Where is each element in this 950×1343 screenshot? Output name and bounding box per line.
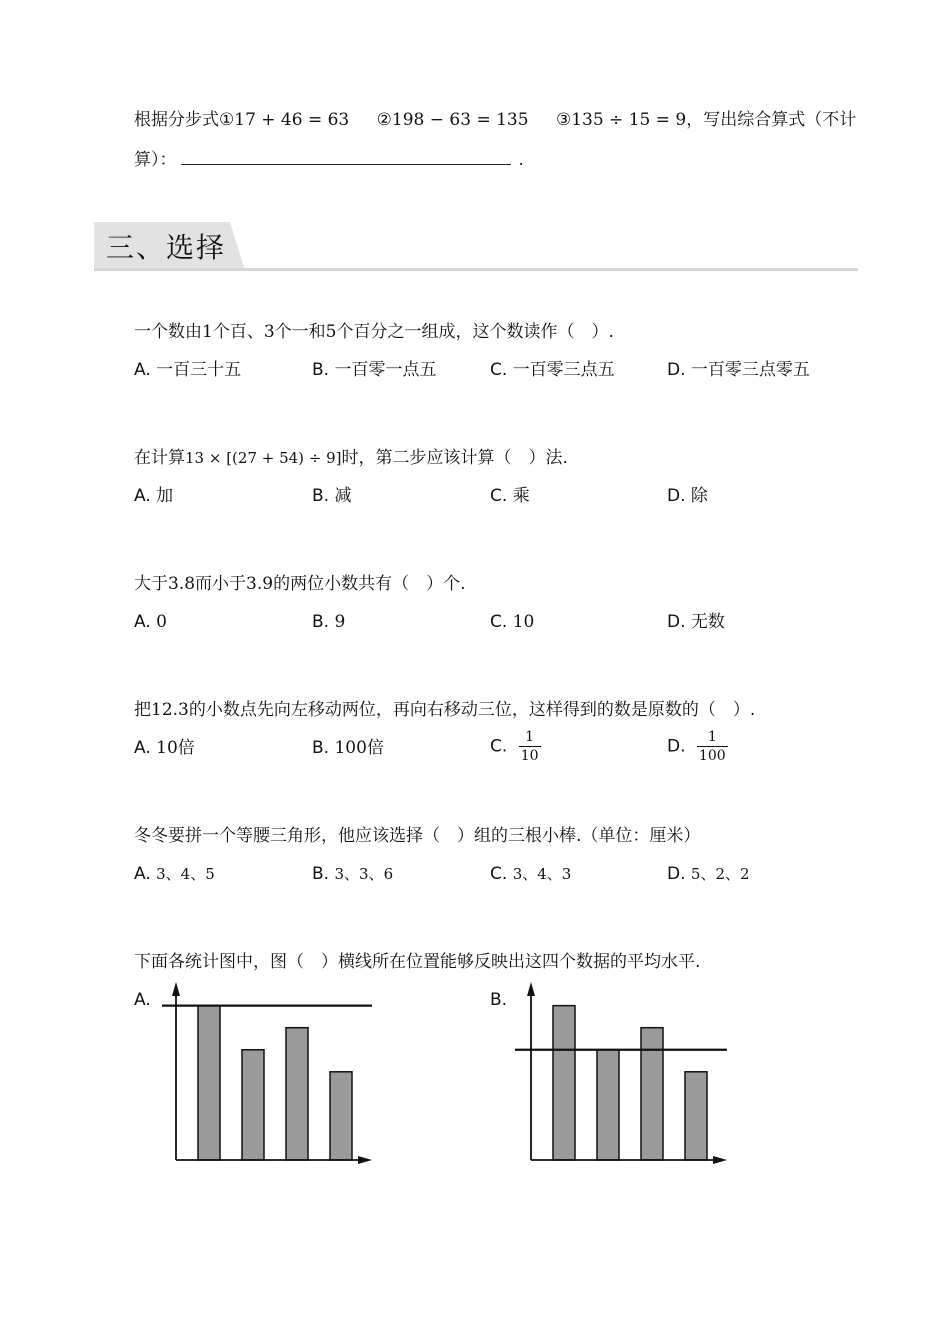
bar-chart-a <box>150 980 390 1170</box>
answer-blank[interactable] <box>181 146 511 165</box>
fill-problem-text-2: 算）： <box>134 150 177 170</box>
expression-2: 198 − 63 = 135 <box>391 110 529 130</box>
bar <box>198 1006 220 1160</box>
question-5-option-c[interactable]: C. 3、4、3 <box>490 864 572 884</box>
bar <box>242 1050 264 1160</box>
x-axis-arrow <box>713 1156 727 1164</box>
x-axis-arrow <box>358 1156 372 1164</box>
question-2-option-b[interactable]: B. 减 <box>312 486 352 506</box>
figure-a-label[interactable]: A. <box>134 990 151 1010</box>
question-4-option-d[interactable]: D. $\frac{1}{100}$ <box>667 729 726 764</box>
section-header <box>94 222 858 271</box>
question-1-option-d[interactable]: D. 一百零三点零五 <box>667 360 810 380</box>
question-2-option-d[interactable]: D. 除 <box>667 486 708 506</box>
question-6-stem: 下面各统计图中，图（ ）横线所在位置能够反映出这四个数据的平均水平. <box>134 952 701 972</box>
circled-mark-3: ③ <box>555 110 572 130</box>
question-5-option-a[interactable]: A. 3、4、5 <box>134 864 215 884</box>
fill-problem-line-2 <box>134 146 524 172</box>
question-5-stem: 冬冬要拼一个等腰三角形，他应该选择（ ）组的三根小棒.（单位：厘米） <box>134 826 701 846</box>
fraction: $\frac{1}{100}$ <box>698 729 726 764</box>
bar <box>685 1072 707 1160</box>
question-4-stem: 把12.3的小数点先向左移动两位，再向右移动三位，这样得到的数是原数的（ ）. <box>134 700 756 720</box>
figure-b-label[interactable]: B. <box>490 990 508 1010</box>
bar-chart-b <box>505 980 745 1170</box>
expression-1: 17 + 46 = 63 <box>234 110 350 130</box>
fill-problem-text: 根据分步式① <box>134 110 235 130</box>
question-3-option-a[interactable]: A. 0 <box>134 612 167 632</box>
fill-problem-line-1 <box>134 108 856 132</box>
y-axis-arrow <box>172 982 180 996</box>
section-title: 三、选择 <box>106 231 227 264</box>
question-1-option-b[interactable]: B. 一百零一点五 <box>312 360 437 380</box>
y-axis-arrow <box>527 982 535 996</box>
question-3-option-c[interactable]: C. 10 <box>490 612 535 632</box>
question-5-option-d[interactable]: D. 5、2、2 <box>667 864 750 884</box>
bar <box>330 1072 352 1160</box>
bar <box>553 1006 575 1160</box>
question-4-option-a[interactable]: A. 10倍 <box>134 738 195 758</box>
question-3-option-b[interactable]: B. 9 <box>312 612 346 632</box>
question-3-option-d[interactable]: D. 无数 <box>667 612 725 632</box>
fill-problem-end: . <box>518 150 524 170</box>
question-1-stem: 一个数由1个百、3个一和5个百分之一组成，这个数读作（ ）. <box>134 322 614 342</box>
bar <box>641 1028 663 1160</box>
question-2-option-c[interactable]: C. 乘 <box>490 486 530 506</box>
question-4-option-c[interactable]: C. $\frac{1}{10}$ <box>490 729 539 764</box>
question-1-option-a[interactable]: A. 一百三十五 <box>134 360 242 380</box>
question-4-option-b[interactable]: B. 100倍 <box>312 738 384 758</box>
question-1-option-c[interactable]: C. 一百零三点五 <box>490 360 615 380</box>
question-2-expression: 13 × [(27 + 54) ÷ 9] <box>185 449 342 467</box>
question-3-stem: 大于3.8而小于3.9的两位小数共有（ ）个. <box>134 574 466 594</box>
bar <box>286 1028 308 1160</box>
fraction: $\frac{1}{10}$ <box>520 729 539 764</box>
expression-3: 135 ÷ 15 = 9 <box>571 110 687 130</box>
question-2-stem: 在计算13 × [(27 + 54) ÷ 9]时，第二步应该计算（ ）法. <box>134 448 568 468</box>
circled-mark-2: ② <box>376 110 392 130</box>
question-5-option-b[interactable]: B. 3、3、6 <box>312 864 394 884</box>
bar <box>597 1050 619 1160</box>
fill-problem-tail: ，写出综合算式（不计 <box>686 110 857 130</box>
question-2-option-a[interactable]: A. 加 <box>134 486 174 506</box>
